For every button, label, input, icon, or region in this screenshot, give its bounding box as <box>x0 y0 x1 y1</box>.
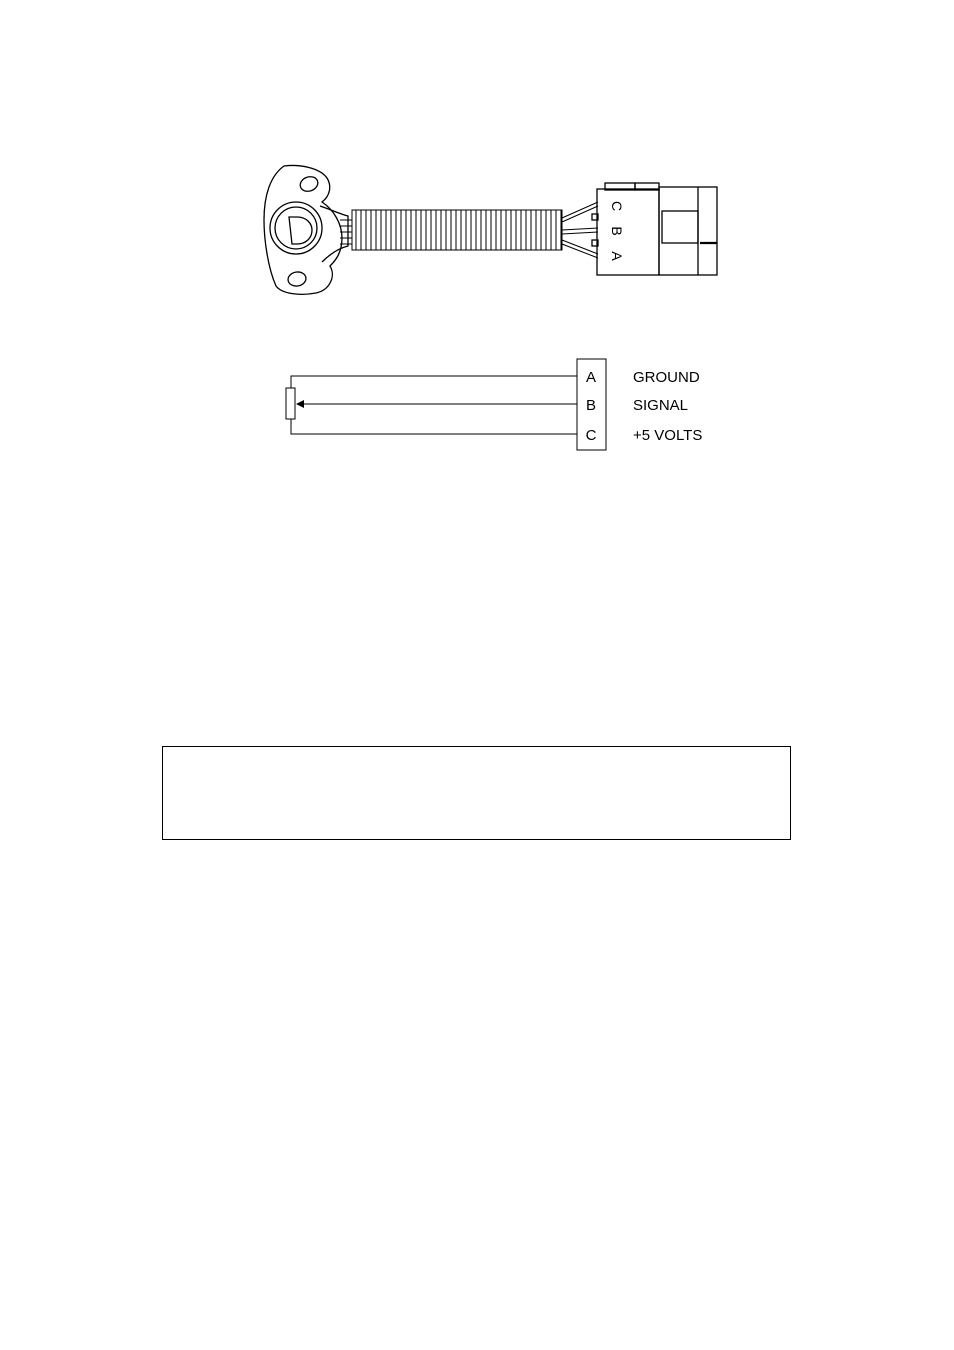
connector-pin-label: A <box>609 251 625 261</box>
connector-pin-label: B <box>609 226 625 236</box>
sensor-body <box>264 166 348 295</box>
pin-function-supply: +5 VOLTS <box>633 427 703 444</box>
note-box <box>162 746 791 840</box>
schematic-pin-b: B <box>585 397 597 414</box>
schematic-pin-c: C <box>585 427 597 444</box>
wiring-schematic <box>286 359 606 450</box>
pin-function-signal: SIGNAL <box>633 397 689 414</box>
potentiometer-symbol <box>286 388 295 419</box>
schematic-pin-a: A <box>585 369 597 386</box>
wiper-arrow <box>296 400 304 408</box>
corrugated-harness-sleeve <box>352 210 562 250</box>
connector-pin-label: C <box>609 200 625 212</box>
connector-lead-wires <box>562 202 598 258</box>
pin-function-ground: GROUND <box>633 369 700 386</box>
